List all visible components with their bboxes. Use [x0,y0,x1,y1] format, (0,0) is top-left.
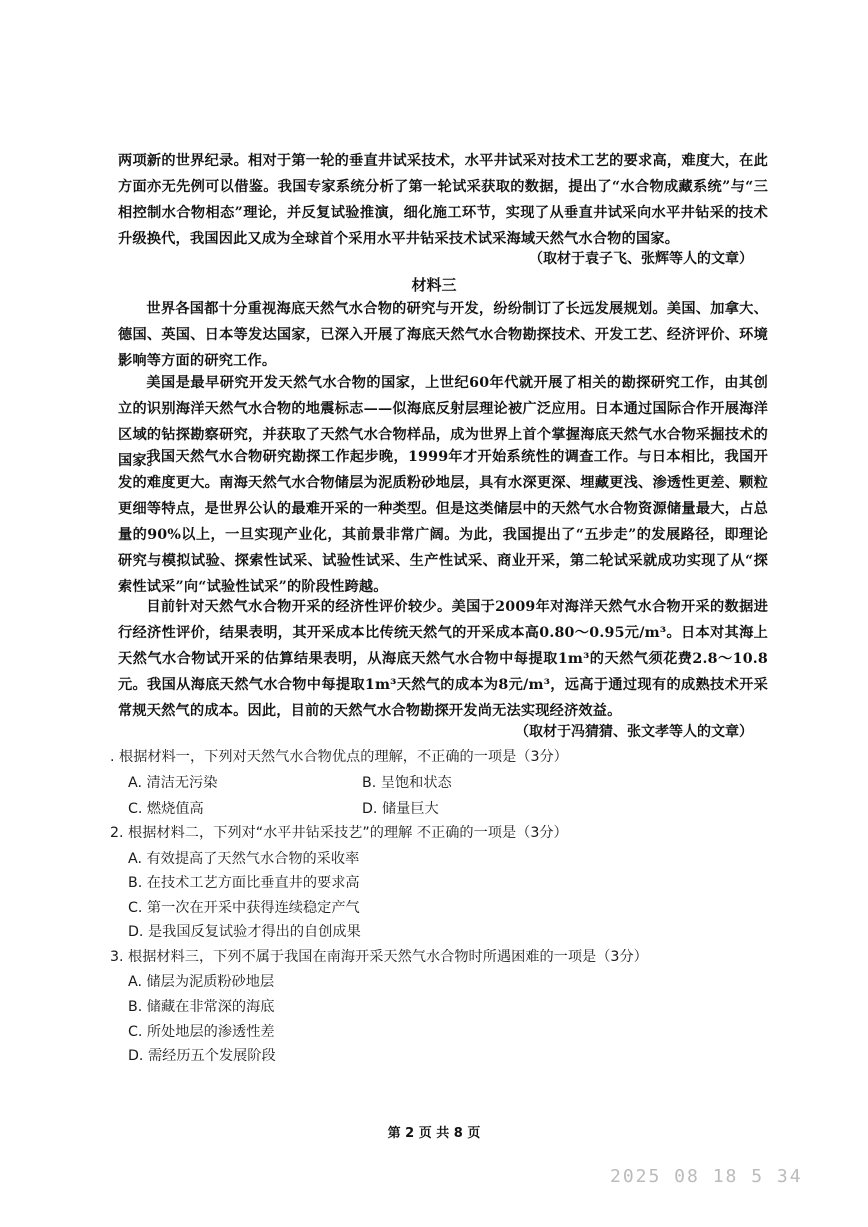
question-3-option-d: D. 需经历五个发展阶段 [128,1048,276,1064]
question-1-option-d: D. 储量巨大 [362,801,439,817]
question-1-stem: . 根据材料一，下列对天然气水合物优点的理解，不正确的一项是（3分） [110,749,568,765]
material3-paragraph-1: 世界各国都十分重视海底天然气水合物的研究与开发，纷纷制订了长远发展规划。美国、加拿大、德国、英国、日本等发达国家，已深入开展了海底天然气水合物勘探技术、开发工艺、经济评价、环境影响等方面的研究工作。 [118,301,768,369]
question-1-option-a: A. 清洁无污染 [128,775,218,791]
material2-continuation: 两项新的世界纪录。相对于第一轮的垂直井试采技术，水平井试采对技术工艺的要求高，难度大，在此方面亦无先例可以借鉴。我国专家系统分析了第一轮试采获取的数据，提出了“水合物成藏系统”与“三相控制水合物相态”理论，并反复试验推演，细化施工环节，实现了从垂直井试采向水平井钻采的技术升级换代，我国因此又成为全球首个采用水平井钻采技术试采海域天然气水合物的国家。 [118,153,768,247]
question-2-option-c: C. 第一次在开采中获得连续稳定产气 [128,900,360,916]
question-1-option-c: C. 燃烧值高 [128,801,204,817]
question-3-stem: 3. 根据材料三，下列不属于我国在南海开采天然气水合物时所遇困难的一项是（3分） [110,949,648,965]
material2-source: （取材于袁子飞、张辉等人的文章） [529,251,753,267]
scan-timestamp: 2025 08 18 5 34 [610,1166,803,1187]
question-3-option-a: A. 储层为泥质粉砂地层 [128,974,275,990]
material3-paragraph-2: 美国是最早研究开发天然气水合物的国家，上世纪60年代就开展了相关的勘探研究工作，由其创立的识别海洋天然气水合物的地震标志——似海底反射层理论被广泛应用。日本通过国际合作开展海洋区域的钻探勘察研究，并获取了天然气水合物样品，成为世界上首个掌握海底天然气水合物采掘技术的国家。 [118,375,768,469]
material3-paragraph-3: 我国天然气水合物研究勘探工作起步晚，1999年才开始系统性的调查工作。与日本相比，我国开发的难度更大。南海天然气水合物储层为泥质粉砂地层，具有水深更深、埋藏更浅、渗透性更差、颗粒更细等特点，是世界公认的最难开采的一种类型。但是这类储层中的天然气水合物资源储量最大，占总量的90%以上，一旦实现产业化，其前景非常广阔。为此，我国提出了“五步走”的发展路径，即理论研究与模拟试验、探索性试采、试验性试采、生产性试采、商业开采，第二轮试采就成功实现了从“探索性试采”向“试验性试采”的阶段性跨越。 [118,449,768,595]
question-2-stem: 2. 根据材料二，下列对“水平井钻采技艺”的理解 不正确的一项是（3分） [110,825,568,841]
question-3-option-b: B. 储藏在非常深的海底 [128,999,275,1015]
question-2-option-a: A. 有效提高了天然气水合物的采收率 [128,851,360,867]
material3-source: （取材于冯猜猜、张文孝等人的文章） [515,724,753,740]
question-2-option-d: D. 是我国反复试验才得出的自创成果 [128,924,361,940]
material3-title: 材料三 [411,276,457,294]
question-1-option-b: B. 呈饱和状态 [362,775,452,791]
question-2-option-b: B. 在技术工艺方面比垂直井的要求高 [128,875,360,891]
page-number-footer: 第 2 页 共 8 页 [387,1126,481,1141]
material3-paragraph-4: 目前针对天然气水合物开采的经济性评价较少。美国于2009年对海洋天然气水合物开采的数据进行经济性评价，结果表明，其开采成本比传统天然气的开采成本高0.80～0.95元/m³。日本对其海上天然气水合物试开采的估算结果表明，从海底天然气水合物中每提取1m³的天然气须花费2.8～10.8元。我国从海底天然气水合物中每提取1m³天然气的成本为8元/m³，远高于通过现有的成熟技术开采常规天然气的成本。因此，目前的天然气水合物勘探开发尚无法实现经济效益。 [118,599,768,719]
question-3-option-c: C. 所处地层的渗透性差 [128,1024,275,1040]
